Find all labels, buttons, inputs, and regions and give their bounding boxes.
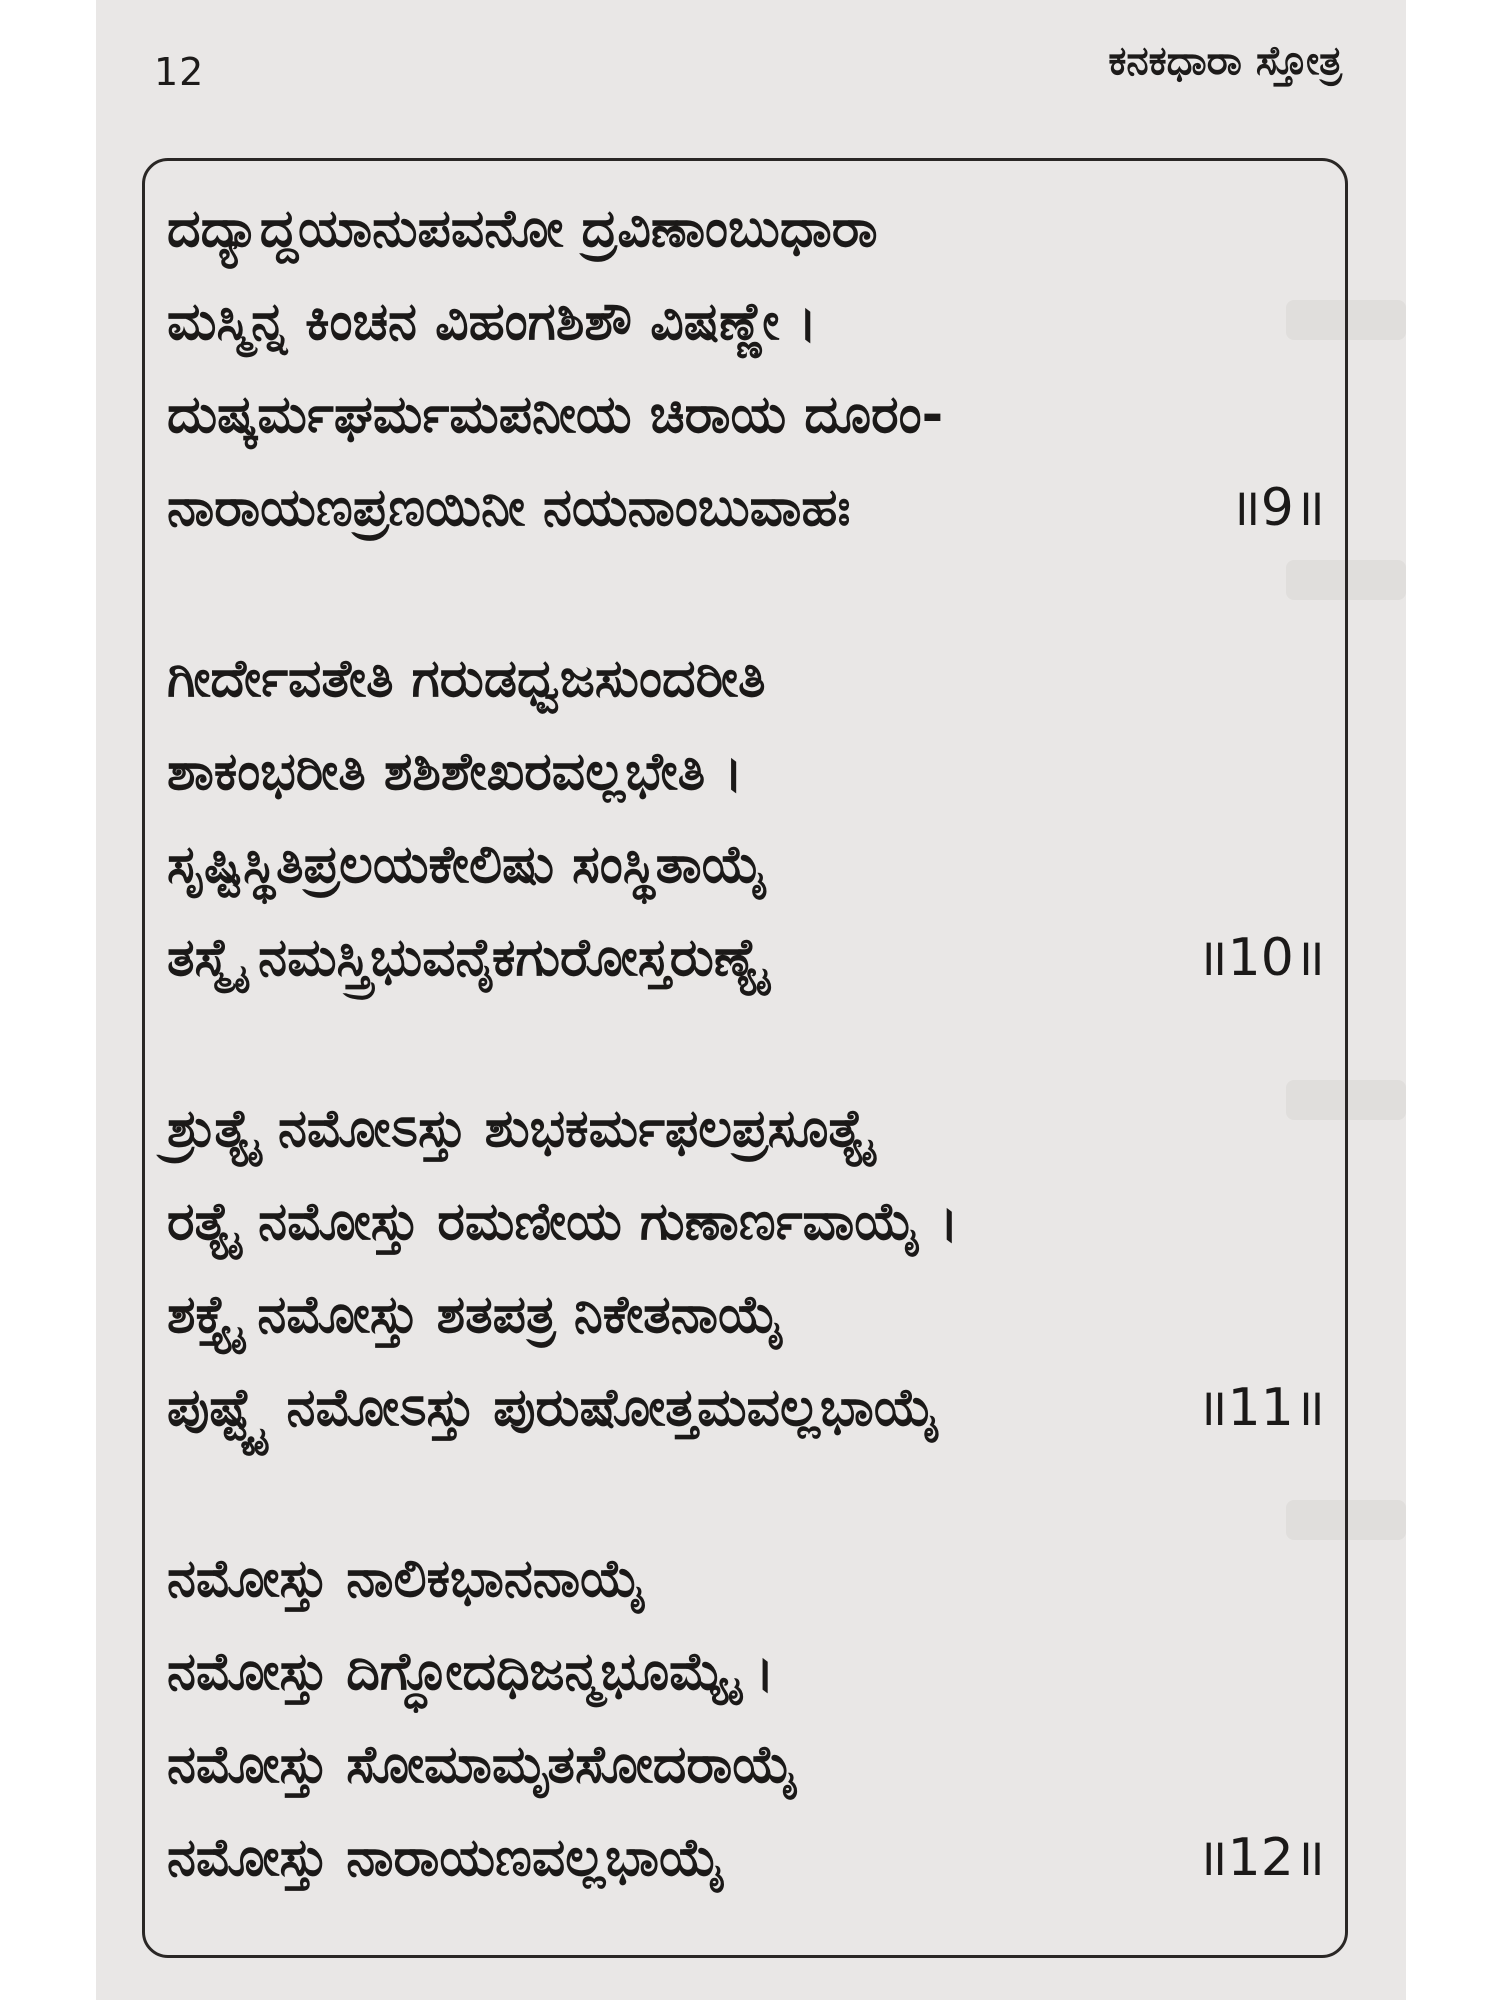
verse-line-last — [167, 462, 1337, 555]
verse-line-last — [167, 1812, 1337, 1905]
verse-line: ನಮೋಸ್ತು ದಿಗ್ಧೋದಧಿಜನ್ಮಭೂಮ್ಯೈ । — [167, 1642, 775, 1702]
verse-line: ನಮೋಸ್ತು ನಾಲಿಕಭಾನನಾಯೈ — [167, 1549, 647, 1609]
verse-line: ಶಕ್ತ್ಯೈ ನಮೋಸ್ತು ಶತಪತ್ರ ನಿಕೇತನಾಯೈ — [167, 1285, 785, 1345]
verse-line-text: ನಾರಾಯಣಪ್ರಣಯಿನೀ ನಯನಾಂಬುವಾಹಃ — [167, 478, 851, 538]
verse-10 — [167, 633, 1337, 1005]
verse-line-text: ಪುಷ್ಟ್ಯೈ ನಮೋಽಸ್ತು ಪುರುಷೋತ್ತಮವಲ್ಲಭಾಯೈ — [167, 1378, 941, 1438]
verse-line: ಶಾಕಂಭರೀತಿ ಶಶಿಶೇಖರವಲ್ಲಭೇತಿ । — [167, 742, 744, 802]
verse-number: ॥11॥ — [1196, 1378, 1325, 1438]
verse-line: ನಮೋಸ್ತು ಸೋಮಾಮೃತಸೋದರಾಯೈ — [167, 1735, 799, 1795]
verse-line: ಸೃಷ್ಟಿಸ್ಥಿತಿಪ್ರಲಯಕೇಲಿಷು ಸಂಸ್ಥಿತಾಯೈ — [167, 835, 769, 895]
verse-number: ॥10॥ — [1196, 928, 1325, 988]
verse-line-last — [167, 1362, 1337, 1455]
verse-line: ರತ್ಯೈ ನಮೋಸ್ತು ರಮಣೀಯ ಗುಣಾರ್ಣವಾಯೈ । — [167, 1192, 959, 1252]
verse-number: ॥9॥ — [1229, 478, 1325, 538]
verse-12 — [167, 1533, 1337, 1905]
verse-line: ದುಷ್ಕರ್ಮಘರ್ಮಮಪನೀಯ ಚಿರಾಯ ದೂರಂ- — [167, 385, 944, 445]
verse-line: ಶ್ರುತ್ಯೈ ನಮೋಽಸ್ತು ಶುಭಕರ್ಮಫಲಪ್ರಸೂತ್ಯೈ — [167, 1099, 874, 1159]
verse-line-last — [167, 912, 1337, 1005]
verse-frame — [142, 158, 1348, 1958]
verse-number: ॥12॥ — [1196, 1828, 1325, 1888]
verse-line-text: ನಮೋಸ್ತು ನಾರಾಯಣವಲ್ಲಭಾಯೈ — [167, 1828, 726, 1888]
verse-9 — [167, 183, 1337, 555]
page-number: 12 — [154, 50, 205, 94]
verse-line: ದದ್ಯಾದ್ದಯಾನುಪವನೋ ದ್ರವಿಣಾಂಬುಧಾರಾ — [167, 199, 878, 259]
book-page — [96, 0, 1406, 2000]
verse-line-text: ತಸ್ಮೈ ನಮಸ್ತ್ರಿಭುವನೈಕಗುರೋಸ್ತರುಣ್ಯೈ — [167, 928, 768, 988]
verse-11 — [167, 1083, 1337, 1455]
verse-line: ಗೀರ್ದೇವತೇತಿ ಗರುಡಧ್ವಜಸುಂದರೀತಿ — [167, 649, 766, 709]
running-title: ಕನಕಧಾರಾ ಸ್ತೋತ್ರ — [1108, 38, 1342, 84]
verse-line: ಮಸ್ಮಿನ್ನ ಕಿಂಚನ ವಿಹಂಗಶಿಶೌ ವಿಷಣ್ಣೇ । — [167, 292, 818, 352]
